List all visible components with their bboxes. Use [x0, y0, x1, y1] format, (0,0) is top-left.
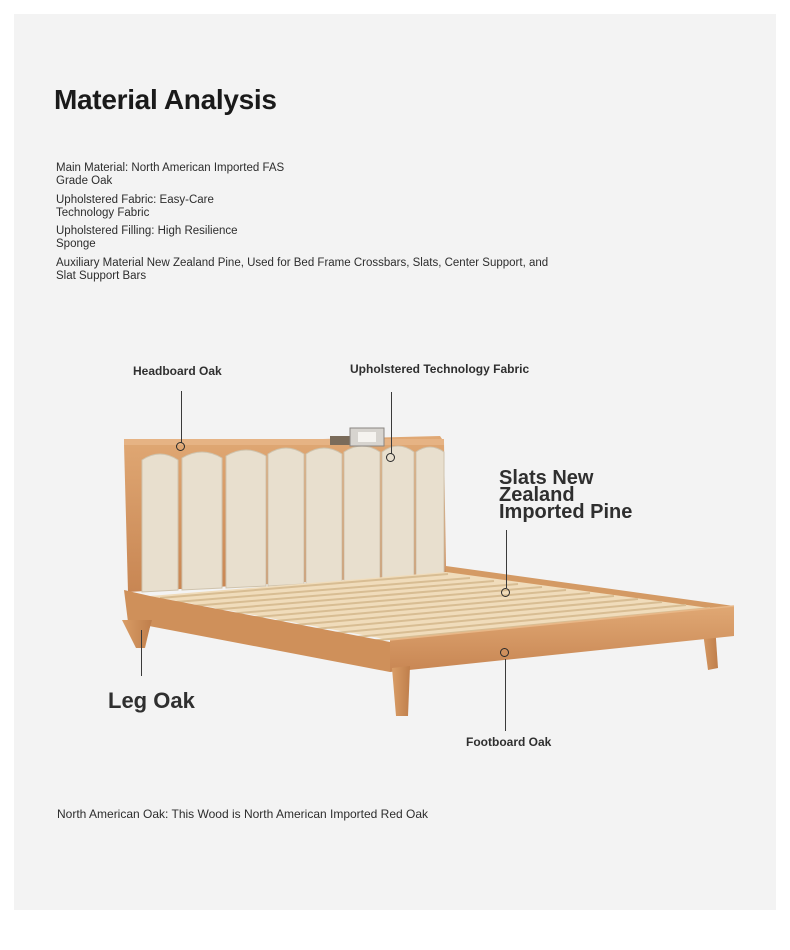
marker-footboard: [500, 648, 509, 657]
leader-fabric: [391, 392, 392, 454]
callout-headboard: Headboard Oak: [133, 364, 222, 378]
material-fabric: Upholstered Fabric: Easy-Care Technology Fabric: [56, 194, 214, 219]
leader-headboard: [181, 391, 182, 443]
footnote: North American Oak: This Wood is North American Imported Red Oak: [57, 807, 429, 821]
leader-slats: [506, 530, 507, 588]
material-auxiliary: Auxiliary Material New Zealand Pine, Used for Bed Frame Crossbars, Slats, Center Support, and Slat Support Bars: [56, 257, 549, 282]
material-filling: Upholstered Filling: High Resilience Sponge: [56, 225, 238, 250]
marker-headboard: [176, 442, 185, 451]
marker-slats: [501, 588, 510, 597]
callout-slats: Slats New Zealand Imported Pine: [499, 467, 633, 523]
front-leg-center: [392, 666, 410, 716]
marker-fabric: [386, 453, 395, 462]
front-left-leg: [122, 620, 152, 648]
page-title: Material Analysis: [54, 84, 277, 115]
leader-leg: [141, 630, 142, 676]
callout-fabric: Upholstered Technology Fabric: [350, 362, 530, 376]
leader-footboard: [505, 659, 506, 731]
shelf-book: [330, 436, 352, 445]
callout-footboard: Footboard Oak: [466, 735, 552, 749]
callout-leg: Leg Oak: [108, 688, 195, 713]
material-main: Main Material: North American Imported FAS Grade Oak: [56, 162, 285, 187]
headboard-cushions: [142, 446, 444, 592]
headboard-top-edge: [124, 439, 444, 445]
shelf-frame-photo: [358, 432, 376, 442]
